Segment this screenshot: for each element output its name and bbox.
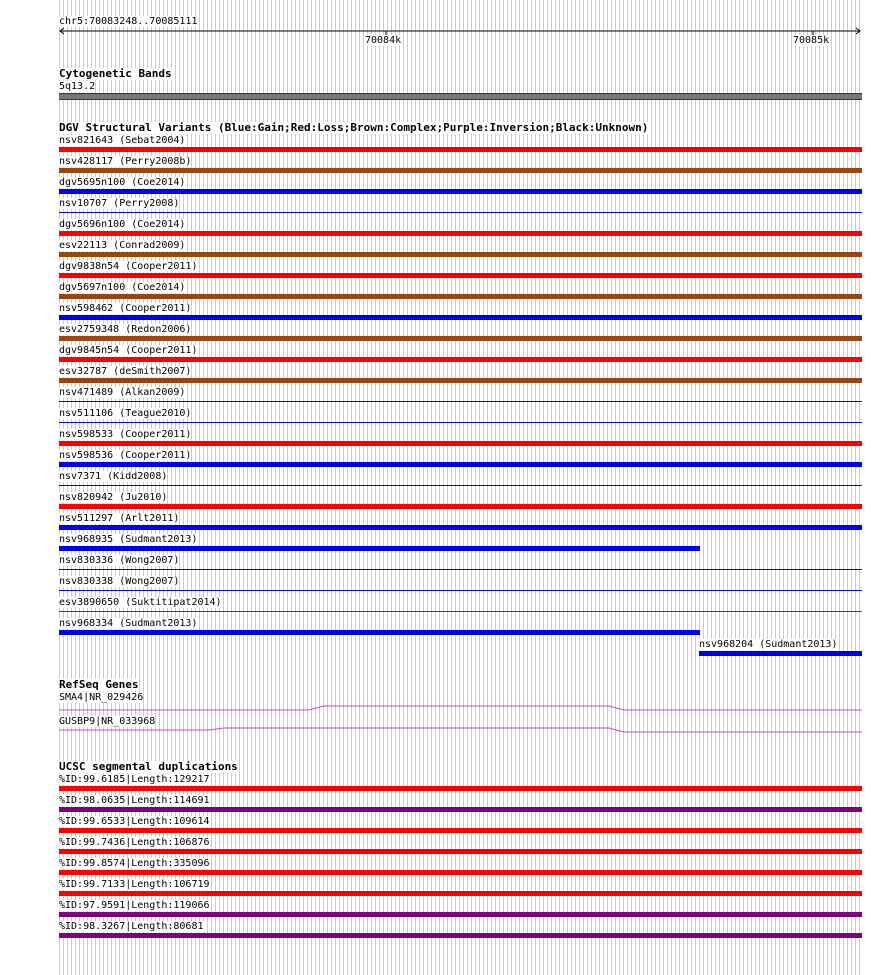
dgv-variant-bar[interactable] <box>59 189 862 194</box>
ruler-position-label: chr5:70083248..70085111 <box>59 16 198 27</box>
dgv-variant-bar[interactable] <box>59 590 862 591</box>
dgv-item-label[interactable]: nsv10707 (Perry2008) <box>59 198 180 209</box>
dgv-item-label[interactable]: dgv9845n54 (Cooper2011) <box>59 345 198 356</box>
segdup-bar[interactable] <box>59 807 862 812</box>
dgv-item-label[interactable]: dgv5696n100 (Coe2014) <box>59 219 186 230</box>
segdup-bar[interactable] <box>59 828 862 833</box>
track-title-segdup: UCSC segmental duplications <box>59 760 238 773</box>
dgv-variant-bar[interactable] <box>59 273 862 278</box>
segdup-item-label[interactable]: %ID:97.9591|Length:119066 <box>59 900 210 911</box>
dgv-variant-bar[interactable] <box>59 378 862 383</box>
segdup-item-label[interactable]: %ID:98.3267|Length:80681 <box>59 921 204 932</box>
track-title-cytobands: Cytogenetic Bands <box>59 67 172 80</box>
dgv-item-label[interactable]: nsv428117 (Perry2008b) <box>59 156 192 167</box>
dgv-variant-bar[interactable] <box>59 525 862 530</box>
segdup-bar[interactable] <box>59 849 862 854</box>
ruler <box>56 26 866 40</box>
segdup-bar[interactable] <box>59 870 862 875</box>
dgv-variant-bar[interactable] <box>59 294 862 299</box>
dgv-variant-bar[interactable] <box>59 336 862 341</box>
dgv-variant-bar[interactable] <box>59 231 862 236</box>
dgv-variant-bar[interactable] <box>59 569 862 570</box>
segdup-item-label[interactable]: %ID:99.7133|Length:106719 <box>59 879 210 890</box>
dgv-variant-bar[interactable] <box>59 147 862 152</box>
segdup-item-label[interactable]: %ID:98.0635|Length:114691 <box>59 795 210 806</box>
dgv-variant-bar[interactable] <box>59 441 862 446</box>
cytoband-bar <box>59 93 862 100</box>
dgv-item-label[interactable]: esv3890650 (Suktitipat2014) <box>59 597 222 608</box>
dgv-item-label[interactable]: dgv9838n54 (Cooper2011) <box>59 261 198 272</box>
dgv-variant-bar[interactable] <box>59 401 862 402</box>
dgv-item-label[interactable]: esv2759348 (Redon2006) <box>59 324 192 335</box>
dgv-item-label[interactable]: nsv968334 (Sudmant2013) <box>59 618 198 629</box>
track-title-refseq: RefSeq Genes <box>59 678 139 691</box>
ruler-tick-label: 70085k <box>793 35 830 46</box>
dgv-item-label[interactable]: nsv511297 (Arlt2011) <box>59 513 180 524</box>
dgv-variant-bar[interactable] <box>59 168 862 173</box>
dgv-item-label[interactable]: nsv471489 (Alkan2009) <box>59 387 186 398</box>
segdup-bar[interactable] <box>59 891 862 896</box>
segdup-bar[interactable] <box>59 786 862 791</box>
dgv-item-label[interactable]: nsv830336 (Wong2007) <box>59 555 180 566</box>
segdup-item-label[interactable]: %ID:99.7436|Length:106876 <box>59 837 210 848</box>
dgv-item-label[interactable]: nsv598462 (Cooper2011) <box>59 303 192 314</box>
dgv-item-label[interactable]: nsv820942 (Ju2010) <box>59 492 168 503</box>
dgv-item-label[interactable]: nsv968204 (Sudmant2013) <box>699 639 838 650</box>
segdup-bar[interactable] <box>59 933 862 938</box>
dgv-variant-bar[interactable] <box>59 546 700 551</box>
dgv-item-label[interactable]: nsv830338 (Wong2007) <box>59 576 180 587</box>
ruler-tick-label: 70084k <box>365 35 402 46</box>
dgv-variant-bar[interactable] <box>59 630 700 635</box>
dgv-variant-bar[interactable] <box>59 212 862 213</box>
dgv-item-label[interactable]: nsv598536 (Cooper2011) <box>59 450 192 461</box>
refseq-gene-label: SMA4|NR_029426 <box>59 692 144 703</box>
cytoband-label: 5q13.2 <box>59 81 96 92</box>
dgv-item-label[interactable]: nsv511106 (Teague2010) <box>59 408 192 419</box>
dgv-variant-bar[interactable] <box>59 422 862 423</box>
dgv-variant-bar[interactable] <box>59 485 862 486</box>
dgv-item-label[interactable]: nsv821643 (Sebat2004) <box>59 135 186 146</box>
dgv-item-label[interactable]: dgv5697n100 (Coe2014) <box>59 282 186 293</box>
refseq-gene-label: GUSBP9|NR_033968 <box>59 716 156 727</box>
segdup-item-label[interactable]: %ID:99.8574|Length:335096 <box>59 858 210 869</box>
dgv-item-label[interactable]: nsv968935 (Sudmant2013) <box>59 534 198 545</box>
dgv-variant-bar[interactable] <box>59 252 862 257</box>
dgv-variant-bar[interactable] <box>59 315 862 320</box>
dgv-variant-bar[interactable] <box>59 611 862 612</box>
segdup-item-label[interactable]: %ID:99.6533|Length:109614 <box>59 816 210 827</box>
track-title-dgv: DGV Structural Variants (Blue:Gain;Red:Loss;Brown:Complex;Purple:Inversion;Black:Unknown) <box>59 121 649 134</box>
refseq-gene-line <box>59 702 862 714</box>
segdup-bar[interactable] <box>59 912 862 917</box>
dgv-item-label[interactable]: esv22113 (Conrad2009) <box>59 240 186 251</box>
segdup-item-label[interactable]: %ID:99.6185|Length:129217 <box>59 774 210 785</box>
dgv-item-label[interactable]: esv32787 (deSmith2007) <box>59 366 192 377</box>
dgv-item-label[interactable]: nsv598533 (Cooper2011) <box>59 429 192 440</box>
refseq-gene-line <box>59 726 862 738</box>
dgv-variant-bar[interactable] <box>59 462 862 467</box>
dgv-item-label[interactable]: dgv5695n100 (Coe2014) <box>59 177 186 188</box>
dgv-variant-bar[interactable] <box>699 651 862 656</box>
dgv-item-label[interactable]: nsv7371 (Kidd2008) <box>59 471 168 482</box>
dgv-variant-bar[interactable] <box>59 357 862 362</box>
dgv-variant-bar[interactable] <box>59 504 862 509</box>
